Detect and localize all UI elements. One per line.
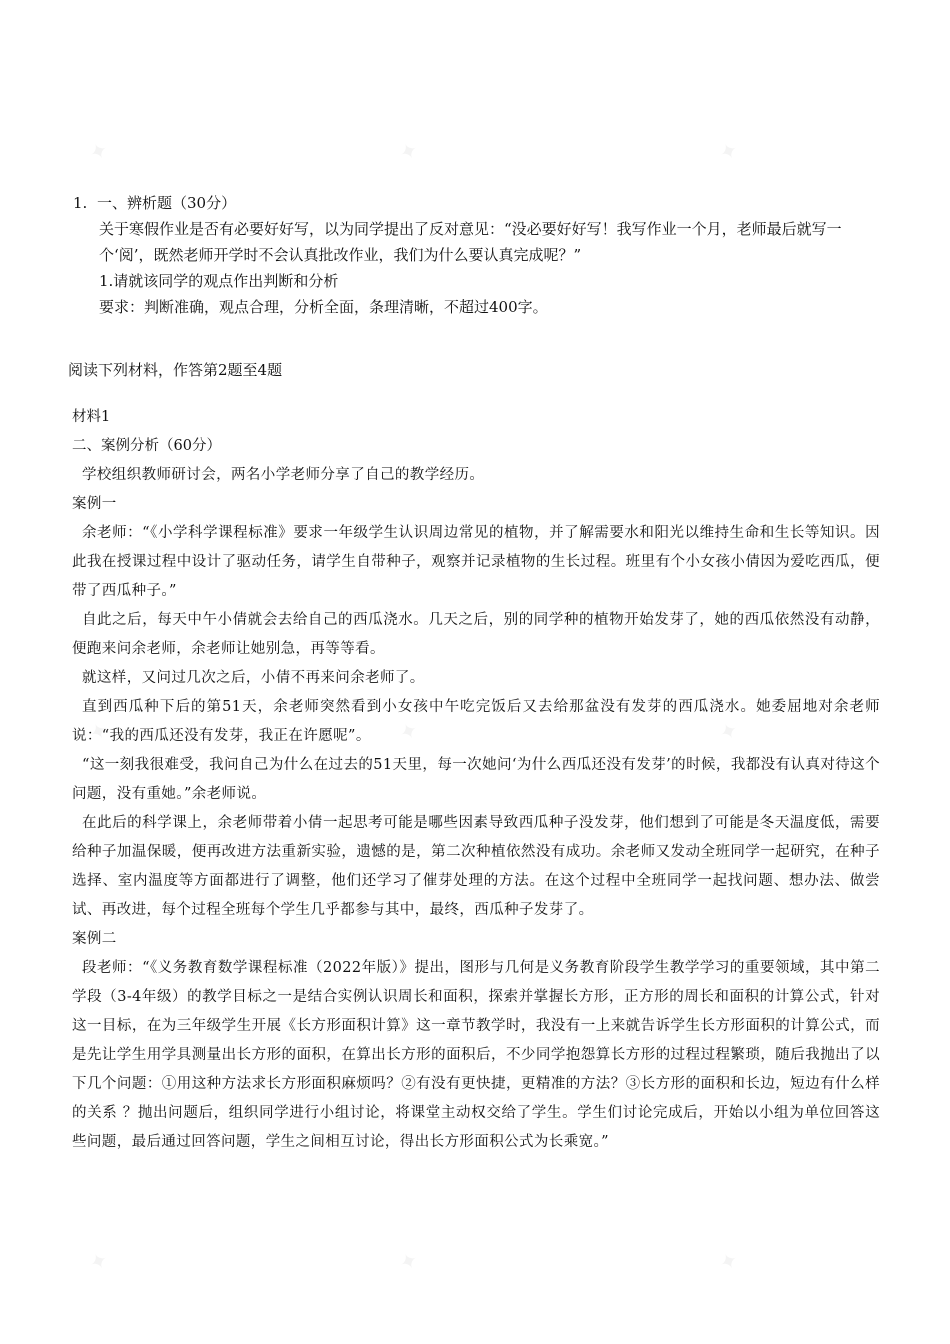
case-heading: 案例二 [72, 931, 117, 947]
question-1-header [73, 190, 883, 216]
question-1-body [73, 216, 883, 320]
section-title: 二、案例分析（60分） [72, 438, 221, 454]
material-paragraph: “这一刻我很难受，我问自己为什么在过去的51天里，每一次她问‘为什么西瓜还没有发芽’的时候，我都没有认真对待这个问题，没有重她。”余老师说。 [72, 757, 880, 802]
question-task: 1.请就该同学的观点作出判断和分析 [99, 272, 339, 290]
watermark-mark [716, 137, 743, 167]
question-title: 一、辨析题（30分） [97, 194, 237, 212]
material-paragraph: 自此之后，每天中午小倩就会去给自己的西瓜浇水。几天之后，别的同学种的植物开始发芽了，她的西瓜依然没有动静，便跑来问余老师，余老师让她别急，再等等看。 [72, 612, 880, 657]
material-paragraph: 在此后的科学课上，余老师带着小倩一起思考可能是哪些因素导致西瓜种子没发芽，他们想到了可能是冬天温度低，需要给种子加温保暖，便再改进方法重新实验，遗憾的是，第二次种植依然没有成功。余老师又发动全班同学一起研究，在种子选择、室内温度等方面都进行了调整，他们还学习了催芽处理的方法。在这个过程中全班同学一起找问题、想办法、做尝试、再改进，每个过程全班每个学生几乎都参与其中，最终，西瓜种子发芽了。 [72, 815, 880, 918]
material-label: 材料1 [72, 409, 111, 425]
case-heading: 案例一 [72, 496, 117, 512]
reading-instruction: 阅读下列材料，作答第2题至4题 [68, 361, 283, 379]
watermark-mark [396, 1247, 423, 1277]
watermark-mark [716, 1247, 743, 1277]
material-paragraph: 余老师：“《小学科学课程标准》要求一年级学生认识周边常见的植物，并了解需要水和阳光以维持生命和生长等知识。因此我在授课过程中设计了驱动任务，请学生自带种子，观察并记录植物的生长过程。班里有个小女孩小倩因为爱吃西瓜，便带了西瓜种子。” [72, 525, 880, 599]
watermark-mark [86, 137, 113, 167]
material-paragraph: 段老师：“《义务教育数学课程标准（2022年版）》提出，图形与几何是义务教育阶段学生教学学习的重要领域，其中第二学段（3-4年级）的教学目标之一是结合实例认识周长和面积，探索并掌握长方形，正方形的周长和面积的计算公式，针对这一目标，在为三年级学生开展《长方形面积计算》这一章节教学时，我没有一上来就告诉学生长方形面积的计算公式，而是先让学生用学具测量出长方形的面积，在算出长方形的面积后，不少同学抱怨算长方形的过程过程繁琐，随后我抛出了以下几个问题：①用这种方法求长方形面积麻烦吗？②有没有更快捷，更精准的方法？③长方形的面积和长边，短边有什么样的关系 ？抛出问题后，组织同学进行小组讨论，将课堂主动权交给了学生。学生们讨论完成后，开始以小组为单位回答这些问题，最后通过回答问题，学生之间相互讨论，得出长方形面积公式为长乘宽。” [72, 960, 880, 1150]
question-number: 1. [73, 194, 88, 212]
watermark-mark [86, 1247, 113, 1277]
material-paragraph: 就这样，又问过几次之后，小倩不再来问余老师了。 [82, 670, 425, 686]
material-paragraph: 学校组织教师研讨会，两名小学老师分享了自己的教学经历。 [82, 467, 485, 483]
material-paragraph: 直到西瓜种下后的第51天，余老师突然看到小女孩中午吃完饭后又去给那盆没有发芽的西瓜浇水。她委屈地对余老师说：“我的西瓜还没有发芽，我正在许愿呢”。 [72, 699, 880, 744]
question-requirements: 要求：判断准确，观点合理，分析全面，条理清晰，不超过400字。 [99, 298, 548, 316]
watermark-mark [396, 137, 423, 167]
material-1 [72, 403, 880, 1157]
question-1 [73, 190, 883, 320]
question-stem: 关于寒假作业是否有必要好好写，以为同学提出了反对意见：“没必要好好写！我写作业一个月，老师最后就写一个‘阅’，既然老师开学时不会认真批改作业，我们为什么要认真完成呢？” [99, 220, 842, 264]
